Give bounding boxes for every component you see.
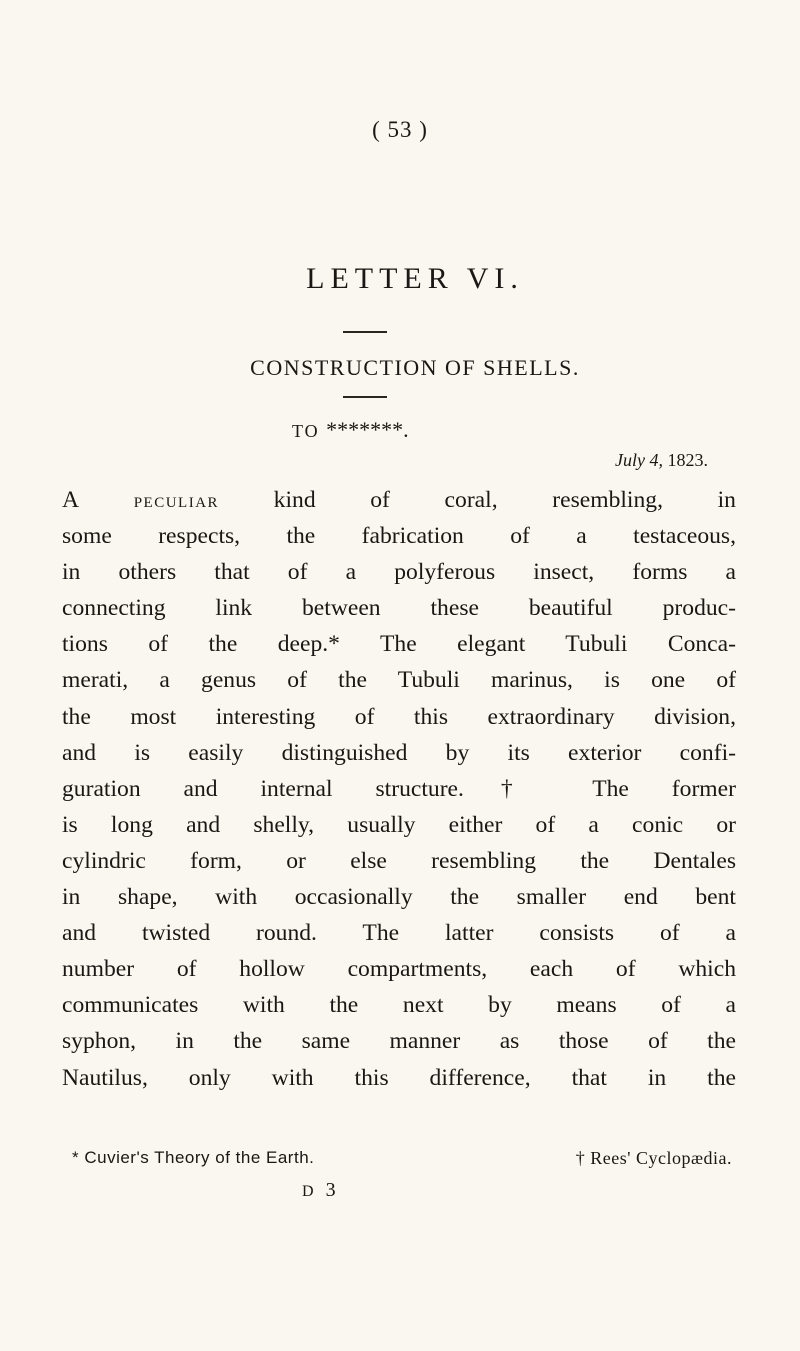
body-line: in others that of a polyferous insect, forms a bbox=[62, 559, 736, 586]
body-line: communicates with the next by means of a bbox=[62, 992, 736, 1019]
body-line: some respects, the fabrication of a testaceous, bbox=[62, 523, 736, 550]
body-line bbox=[62, 482, 736, 518]
date-year: 1823. bbox=[667, 450, 708, 470]
letter-date bbox=[615, 450, 708, 471]
body-line: cylindric form, or else resembling the Dentales bbox=[62, 847, 736, 874]
page-number: ( 53 ) bbox=[372, 117, 428, 142]
addressee-line bbox=[292, 417, 409, 443]
heading-rule bbox=[343, 331, 387, 333]
lead-small-caps: peculiar bbox=[133, 487, 220, 512]
footnote-cuvier: * Cuvier's Theory of the Earth. bbox=[72, 1148, 315, 1167]
body-line: and twisted round. The latter consists of a bbox=[62, 920, 736, 947]
body-text bbox=[62, 482, 736, 1096]
body-line-text: kind of coral, resembling, in bbox=[273, 487, 736, 513]
body-line: Nautilus, only with this difference, that in the bbox=[62, 1064, 736, 1091]
addressee-name: *******. bbox=[326, 417, 409, 442]
body-line: number of hollow compartments, each of which bbox=[62, 956, 736, 983]
body-line: connecting link between these beautiful produc- bbox=[62, 595, 736, 622]
letter-heading: LETTER VI. bbox=[306, 262, 524, 295]
body-line: guration and internal structure.† The former bbox=[62, 775, 736, 802]
signature-letter: D bbox=[302, 1183, 316, 1200]
addressee-prefix: TO bbox=[292, 421, 320, 441]
date-month-day: July 4, bbox=[615, 450, 663, 470]
footnote-rees: † Rees' Cyclopædia. bbox=[575, 1148, 732, 1168]
body-line: the most interesting of this extraordinary division, bbox=[62, 703, 736, 730]
body-line: is long and shelly, usually either of a conic or bbox=[62, 811, 736, 838]
body-line: syphon, in the same manner as those of the bbox=[62, 1028, 736, 1055]
section-rule bbox=[343, 396, 387, 398]
body-line: in shape, with occasionally the smaller end bent bbox=[62, 884, 736, 911]
body-line: and is easily distinguished by its exterior confi- bbox=[62, 739, 736, 766]
body-line: tions of the deep.* The elegant Tubuli Conca- bbox=[62, 631, 736, 658]
printer-signature-mark bbox=[302, 1179, 338, 1202]
lead-initial: A bbox=[62, 487, 80, 513]
body-line: merati, a genus of the Tubuli marinus, is one of bbox=[62, 667, 736, 694]
signature-number: 3 bbox=[325, 1179, 338, 1201]
footnotes bbox=[72, 1148, 732, 1169]
section-title: CONSTRUCTION OF SHELLS. bbox=[250, 355, 580, 380]
